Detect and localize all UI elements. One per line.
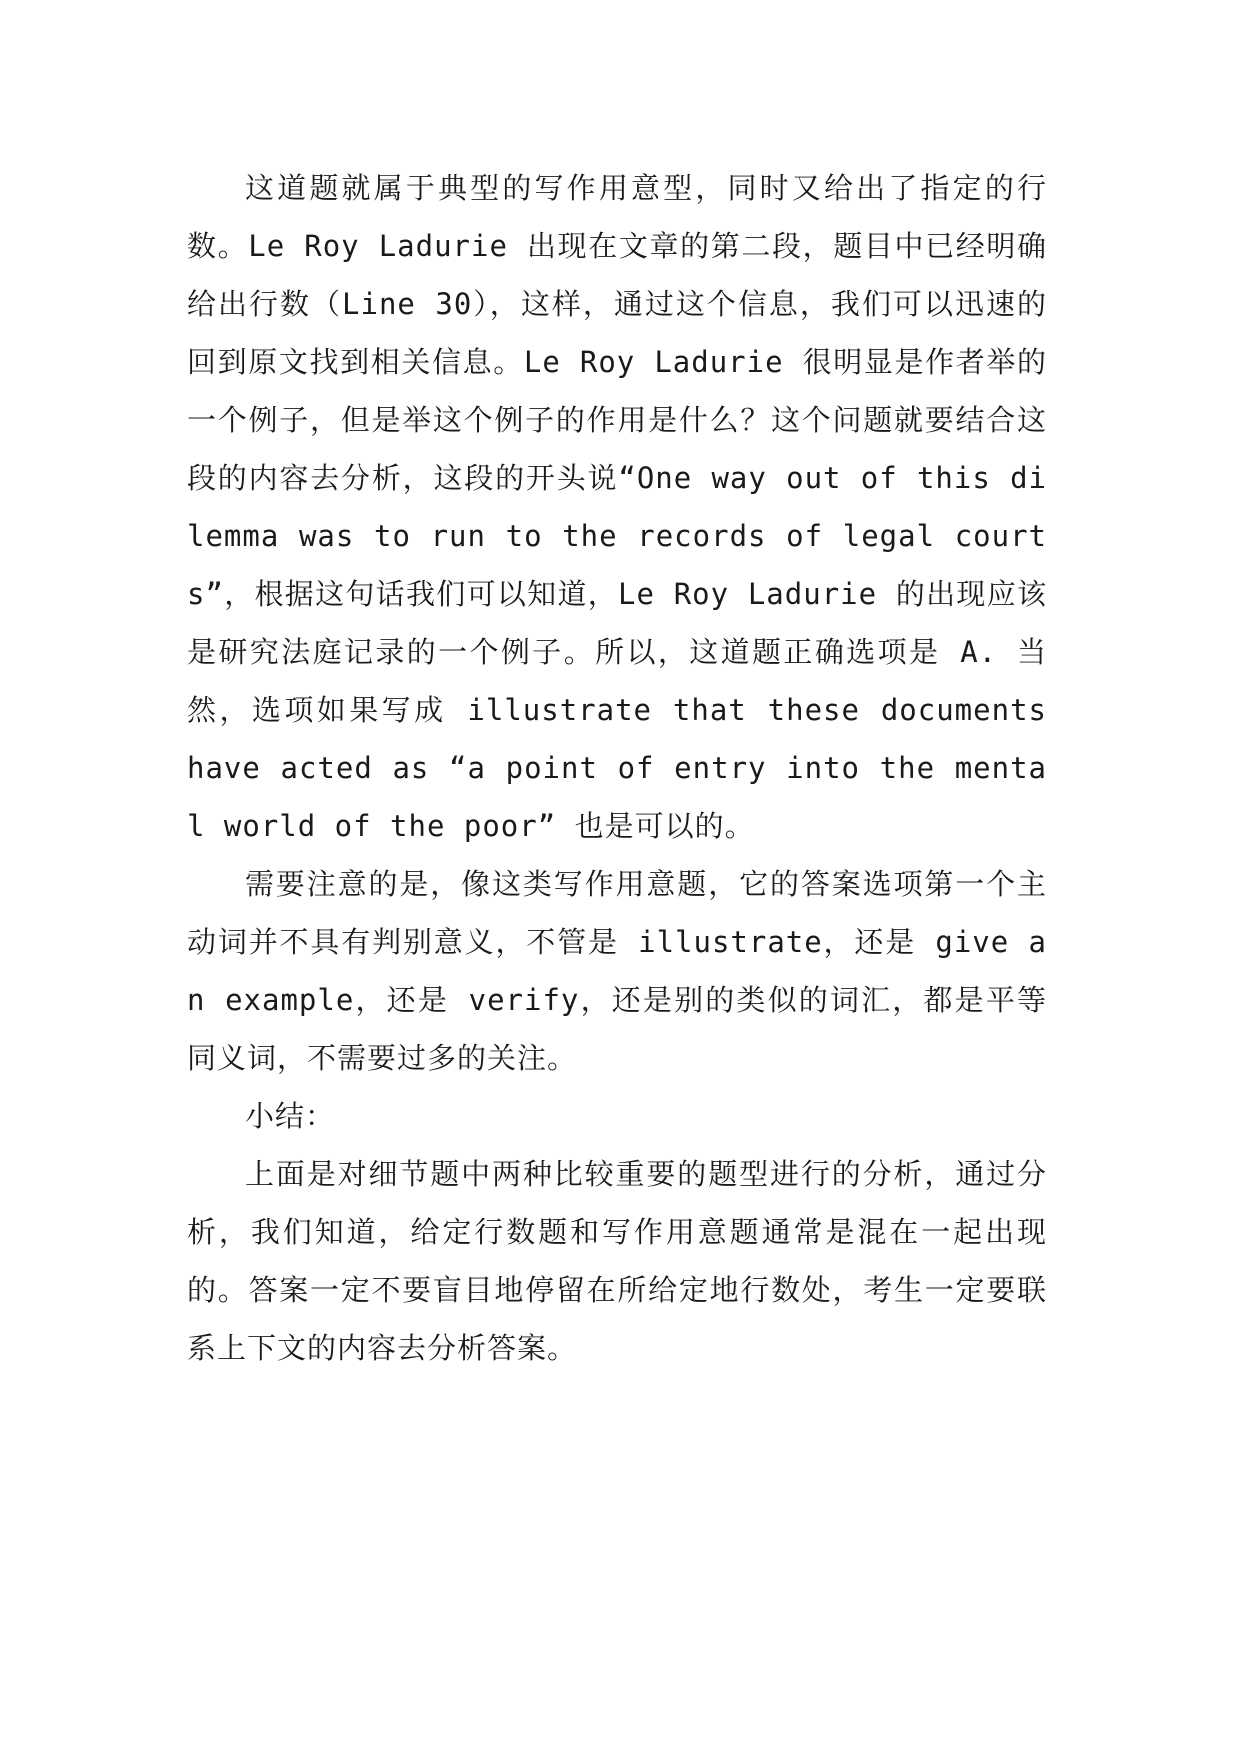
paragraph-summary-heading: 小结： [245,1099,336,1133]
paragraph-summary: 上面是对细节题中两种比较重要的题型进行的分析，通过分析，我们知道，给定行数题和写作用意题通常是混在一起出现的。答案一定不要盲目地停留在所给定地行数处，考生一定要联系上下文的内容去分析答案。 [187,1157,1047,1365]
paragraph-note: 需要注意的是，像这类写作用意题，它的答案选项第一个主动词并不具有判别意义，不管是 illustrate，还是 give an example，还是 verify，还是别的类似的词汇，都是平等同义词，不需要过多的关注。 [187,867,1047,1075]
paragraph-analysis: 这道题就属于典型的写作用意型，同时又给出了指定的行数。Le Roy Ladurie 出现在文章的第二段，题目中已经明确给出行数（Line 30），这样，通过这个信息，我们可以迅速的回到原文找到相关信息。Le Roy Ladurie 很明显是作者举的一个例子，但是举这个例子的作用是什么？这个问题就要结合这段的内容去分析，这段的开头说“One way out of this dilemma was to run to the records of legal courts”，根据这句话我们可以知道，Le Roy Ladurie 的出现应该是研究法庭记录的一个例子。所以，这道题正确选项是 A. 当然，选项如果写成 illustrate that these documents have acted as “a point of entry into the mental world of the poor” 也是可以的。 [187,171,1047,843]
document-body [187,159,1047,1377]
